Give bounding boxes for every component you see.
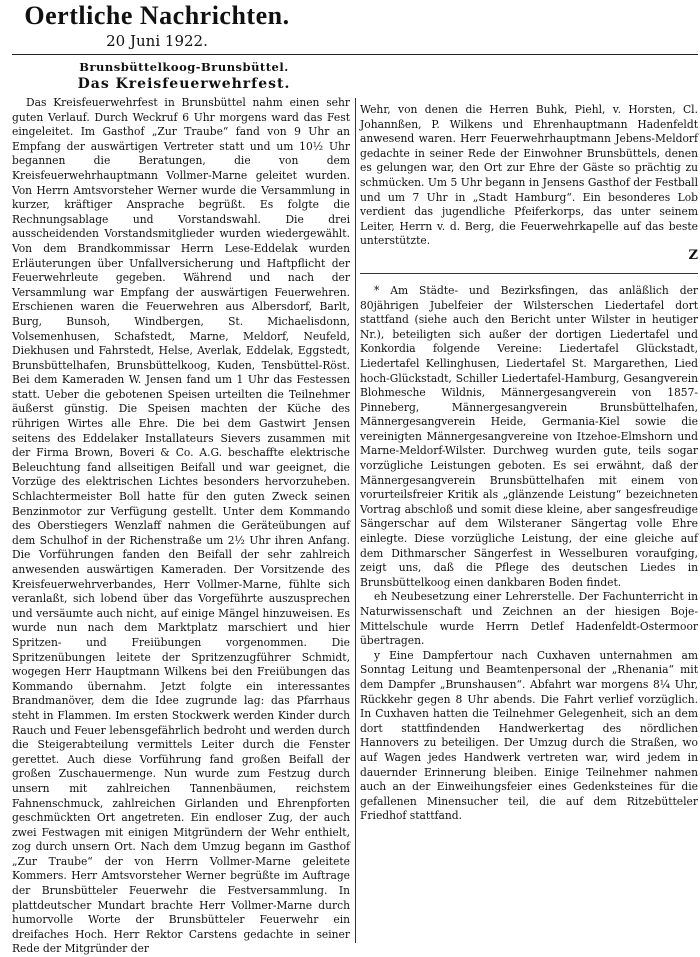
section-rule: [360, 273, 698, 274]
notice-saengerfest: * Am Städte- und Bezirksfingen, das anläßlich der 80jährigen Jubelfeier der Wilsterschen Liedertafel dort stattfand (siehe auch den Bericht unter Wilster in heutiger Nr.), beteiligten sich außer der dortigen Liedertafel und Konkordia folgende Vereine: Liedertafel Glückstadt, Liedertafel Kellinghusen, Liedertafel St. Margarethen, Lied hoch-Glückstadt, Schiller Liedertafel-Hamburg, Gesangverein Blohmesche Wildnis, Männergesangverein von 1857-Pinneberg, Männergesangverein Brunsbüttelhafen, Männergesangverein Heide, Germania-Kiel sowie die vereinigten Männergesangvereine von Itzehoe-Elmshorn und Marne-Meldorf-Wilster. Durchweg wurden gute, teils sogar vorzügliche Leistungen geboten. Es sei erwähnt, daß der Männergesangverein Brunsbüttelhafen mit einem von vorurteilsfreier Kritik als „glänzende Leistung“ bezeichneten Vortrag abschloß und somit diese kleine, aber sangesfreudige Sängerschar auf dem Wilsteraner Sängertag volle Ehre einlegte. Diese vorzügliche Leistung, der eine gleiche auf dem Dithmarscher Sängerfest in Wesselburen voraufging, zeigt uns, daß die Pflege des deutschen Liedes in Brunsbüttelkoog einen dankbaren Boden findet.: [360, 283, 698, 589]
left-column: [12, 96, 350, 957]
column-divider: [355, 98, 356, 943]
article-body-continuation: Wehr, von denen die Herren Buhk, Piehl, v. Horsten, Cl. Johannßen, P. Wilkens und Ehrenhauptmann Hadenfeldt anwesend waren. Herr Feuerwehrhauptmann Jebens-Meldorf gedachte in seiner Rede der Einwohner Brunsbüttels, denen es gelungen war, den Ort zur Ehre der Gäste so prächtig zu schmücken. Um 5 Uhr begann in Jensens Gasthof der Festball und um 7 Uhr in „Stadt Hamburg“. Ein besonderes Lob verdient das jugendliche Pfeiferkorps, das unter seinem Leiter, Herrn v. d. Berg, die Feuerwehrkapelle auf das beste unterstützte.: [360, 103, 698, 248]
signature-row: [360, 249, 698, 265]
notice-lehrerstelle: eh Neubesetzung einer Lehrerstelle. Der Fachunterricht in Naturwissenschaft und Zeichnen an der hiesigen Boje-Mittelschule wurde Herrn Detlef Hadenfeldt-Ostermoor übertragen.: [360, 590, 698, 648]
issue-date: 20 Juni 1922.: [106, 32, 208, 50]
article-signature: Z: [688, 248, 698, 263]
top-rule: [12, 54, 698, 55]
article-headline: Das Kreisfeuerwehrfest.: [77, 76, 291, 92]
section-title: Oertliche Nachrichten.: [24, 1, 290, 30]
right-column: [360, 103, 698, 824]
article-body-left: Das Kreisfeuerwehrfest in Brunsbüttel nahm einen sehr guten Verlauf. Durch Weckruf 6 Uhr morgens ward das Fest eingeleitet. Im Gasthof „Zur Traube“ fand von 9 Uhr an Empfang der auswärtigen Vertreter statt und um 10½ Uhr begannen die Beratungen, die von dem Kreisfeuerwehrhauptmann Vollmer-Marne geleitet wurden. Von Herrn Amtsvorsteher Werner wurde die Versammlung in kurzer, kräftiger Ansprache begrüßt. Es folgte die Rechnungsablage und Vorstandswahl. Die drei ausscheidenden Vorstandsmitglieder wurden wiedergewählt. Von dem Brandkommissar Herrn Lese-Eddelak wurden Erläuterungen über Unfallversicherung und Haftpflicht der Feuerwehrleute gegeben. Während und nach der Versammlung war Empfang der auswärtigen Feuerwehren. Erschienen waren die Feuerwehren aus Albersdorf, Barlt, Burg, Bunsoh, Windbergen, St. Michaelisdonn, Volsemenhusen, Schafstedt, Marne, Meldorf, Neufeld, Diekhusen und Fahrstedt, Helse, Averlak, Eddelak, Eggstedt, Brunsbüttelhafen, Brunsbüttelkoog, Kuden, Tensbüttel-Röst. Bei dem Kameraden W. Jensen fand um 1 Uhr das Festessen statt. Ueber die gebotenen Speisen urteilten die Teilnehmer äußerst günstig. Die Speisen machten der Küche des rührigen Wirtes alle Ehre. Die bei dem Gastwirt Jensen seitens des Eddelaker Installateurs Sievers zusammen mit der Firma Brown, Boveri & Co. A.G. beschaffte elektrische Beleuchtung fand allseitigen Beifall und war geeignet, die Vorzüge des elektrischen Lichtes besonders hervorzuheben. Schlachtermeister Boll hatte für den guten Zweck seinen Benzinmotor zur Verfügung gestellt. Unter dem Kommando des Oberstiegers Wenzlaff nahmen die Geräteübungen auf dem Schulhof in der Richenstraße um 2½ Uhr ihren Anfang. Die Vorführungen fanden den Beifall der sehr zahlreich anwesenden auswärtigen Kameraden. Der Vorsitzende des Kreisfeuerwehrverbandes, Herr Vollmer-Marne, fühlte sich veranlaßt, sich lobend über das Vorgeführte auszusprechen und versäumte auch nicht, auf einige Mängel hinzuweisen. Es wurde nun nach dem Marktplatz marschiert und hier Spritzen- und Freiübungen vorgenommen. Die Spritzenübungen leitete der Spritzenzugführer Schmidt, wogegen Herr Hauptmann Wilkens bei den Freiübungen das Kommando übernahm. Jetzt folgte ein interessantes Brandmanöver, dem die Idee zugrunde lag: das Pfarrhaus steht in Flammen. Im ersten Stockwerk werden Kinder durch Rauch und Feuer lebensgefährlich bedroht und werden durch die Steigerabteilung vermittels Leiter durch die Fenster gerettet. Auch diese Vorführung fand großen Beifall der großen Zuschauermenge. Nun wurde zum Festzug durch unsern mit zahlreichen Tannenbäumen, reichstem Fahnenschmuck, zahlreichen Girlanden und Ehrenpforten geschmückten Ort angetreten. Ein endloser Zug, der auch zwei Festwagen mit einigen Mitgründern der Wehr enthielt, zog durch unsern Ort. Nach dem Umzug begann im Gasthof „Zur Traube“ der von Herrn Vollmer-Marne geleitete Kommers. Herr Amtsvorsteher Werner begrüßte im Auftrage der Brunsbütteler Feuerwehr die Festversammlung. In plattdeutscher Mundart brachte Herr Vollmer-Marne durch humorvolle Worte der Brunsbütteler Feuerwehr ein dreifaches Hoch. Herr Rektor Carstens gedachte in seiner Rede der Mitgründer der: [12, 96, 350, 956]
notice-dampfertour: y Eine Dampfertour nach Cuxhaven unternahmen am Sonntag Leitung und Beamtenpersonal der „Rhenania“ mit dem Dampfer „Brunshausen“. Abfahrt war morgens 8¼ Uhr, Rückkehr gegen 8 Uhr abends. Die Fahrt verlief vorzüglich. In Cuxhaven hatten die Teilnehmer Gelegenheit, sich an dem dort stattfindenden Handwerkertag des nördlichen Hannovers zu beteiligen. Der Umzug durch die Straßen, wo auf Wagen jedes Handwerk vertreten war, wird jedem in dauernder Erinnerung bleiben. Einige Teilnehmer nahmen auch an der Einweihungsfeier eines Gedenksteines für die gefallenen Minensucher teil, die auf dem Ritzebütteler Friedhof stattfand.: [360, 648, 698, 823]
masthead: [12, 0, 302, 50]
place-heading: Brunsbüttelkoog-Brunsbüttel.: [79, 60, 289, 74]
